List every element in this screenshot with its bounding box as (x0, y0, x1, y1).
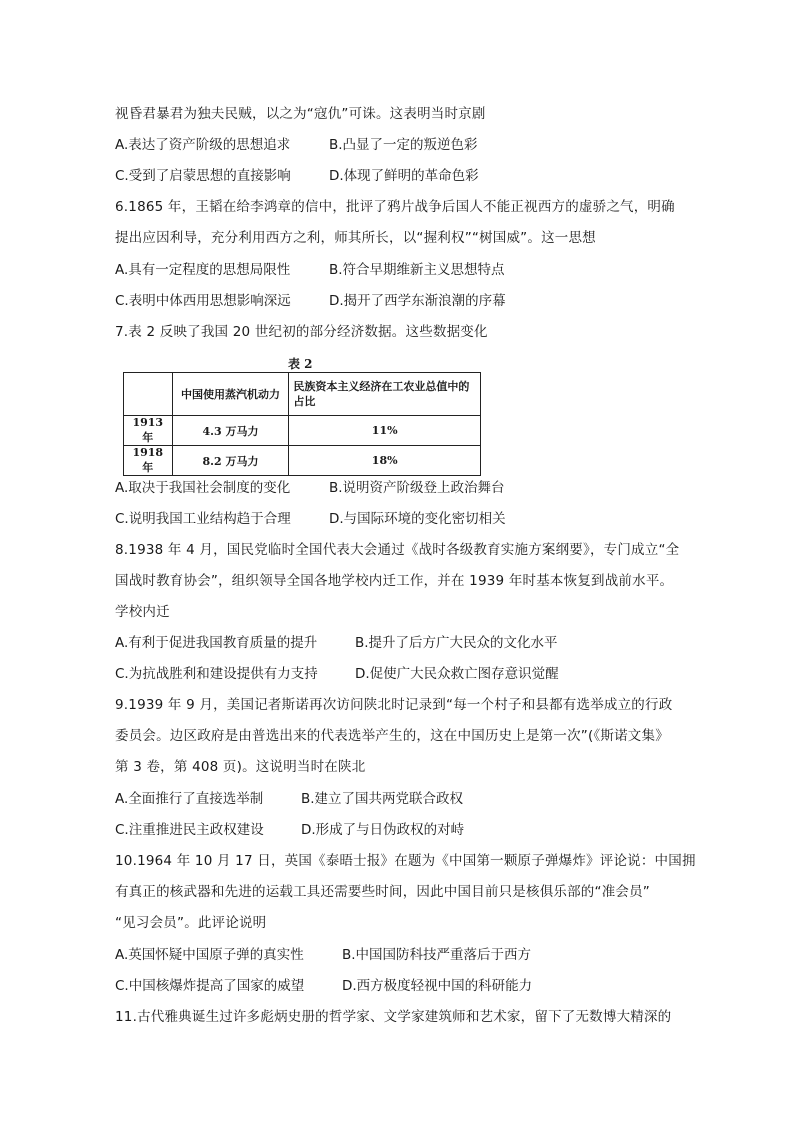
question-8-stem: 国战时教育协会”，组织领导全国各地学校内迁工作，并在 1939 年时基本恢复到战前水平。 (115, 573, 674, 589)
table-cell-share: 11% (289, 416, 481, 446)
question-9-options-row1 (115, 790, 463, 808)
question-8-stem: 8.1938 年 4 月，国民党临时全国代表大会通过《战时各级教育实施方案纲要》，专门成立“全 (115, 542, 680, 558)
table-header-cell: 中国使用蒸汽机动力 (172, 373, 289, 416)
question-5-options-row1 (115, 136, 478, 154)
option-a: A.表达了资产阶级的思想追求 (115, 137, 291, 153)
question-9-stem: 9.1939 年 9 月，美国记者斯诺再次访问陕北时记录到“每一个村子和县都有选举成立的行政 (115, 697, 673, 713)
table-cell-year: 1913 年 (124, 416, 173, 446)
question-9-options-row2 (115, 821, 464, 839)
question-6-stem: 提出应因利导，充分利用西方之利，师其所长，以“握利权”“树国威”。这一思想 (115, 230, 596, 246)
table-row (124, 446, 481, 476)
table-cell-power: 4.3 万马力 (172, 416, 289, 446)
question-8-options-row2 (115, 665, 559, 683)
option-a: A.全面推行了直接选举制 (115, 791, 264, 807)
option-b: B.中国国防科技严重落后于西方 (342, 947, 532, 963)
option-b: B.凸显了一定的叛逆色彩 (329, 137, 478, 153)
question-6-stem: 6.1865 年，王韬在给李鸿章的信中，批评了鸦片战争后国人不能正视西方的虚骄之气，明确 (115, 199, 675, 215)
table-header-cell (124, 373, 173, 416)
question-9-stem: 第 3 卷，第 408 页)。这说明当时在陕北 (115, 759, 366, 775)
table-cell-share: 18% (289, 446, 481, 476)
question-7-options-row2 (115, 510, 506, 528)
question-11-stem: 11.古代雅典诞生过许多彪炳史册的哲学家、文学家建筑师和艺术家，留下了无数博大精深的 (115, 1009, 672, 1025)
question-10-options-row2 (115, 977, 532, 995)
table-cell-year: 1918 年 (124, 446, 173, 476)
question-10-stem: “见习会员”。此评论说明 (115, 915, 267, 931)
option-c: C.受到了启蒙思想的直接影响 (115, 168, 291, 184)
table-row (124, 416, 481, 446)
question-10-stem: 10.1964 年 10 月 17 日，英国《泰晤士报》在题为《中国第一颗原子弹爆炸》评论说：中国拥 (115, 853, 696, 869)
question-6-options-row1 (115, 261, 505, 279)
question-7-options-row1 (115, 479, 505, 497)
table-header-cell: 民族资本主义经济在工农业总值中的占比 (289, 373, 481, 416)
option-d: D.促使广大民众救亡图存意识觉醒 (355, 666, 559, 682)
option-c: C.为抗战胜利和建设提供有力支持 (115, 666, 318, 682)
option-c: C.中国核爆炸提高了国家的威望 (115, 978, 305, 994)
question-5-options-row2 (115, 167, 479, 185)
option-a: A.英国怀疑中国原子弹的真实性 (115, 947, 304, 963)
option-d: D.与国际环境的变化密切相关 (329, 511, 506, 527)
option-a: A.具有一定程度的思想局限性 (115, 262, 291, 278)
option-b: B.说明资产阶级登上政治舞台 (329, 480, 505, 496)
option-b: B.符合早期维新主义思想特点 (329, 262, 505, 278)
option-d: D.形成了与日伪政权的对峙 (301, 822, 465, 838)
option-a: A.有利于促进我国教育质量的提升 (115, 635, 318, 651)
data-table (123, 372, 481, 476)
table-cell-power: 8.2 万马力 (172, 446, 289, 476)
question-10-stem: 有真正的核武器和先进的运载工具还需要些时间，因此中国目前只是核俱乐部的“准会员” (115, 884, 650, 900)
question-10-options-row1 (115, 946, 531, 964)
question-9-stem: 委员会。边区政府是由普选出来的代表选举产生的，这在中国历史上是第一次”(《斯诺文集》 (115, 728, 669, 744)
option-c: C.注重推进民主政权建设 (115, 822, 264, 838)
question-8-stem: 学校内迁 (115, 604, 170, 620)
table-title: 表 2 (288, 357, 313, 371)
option-c: C.表明中体西用思想影响深远 (115, 293, 291, 309)
option-d: D.体现了鲜明的革命色彩 (329, 168, 479, 184)
question-6-options-row2 (115, 292, 506, 310)
option-b: B.提升了后方广大民众的文化水平 (355, 635, 558, 651)
option-c: C.说明我国工业结构趋于合理 (115, 511, 291, 527)
question-8-options-row1 (115, 634, 558, 652)
option-a: A.取决于我国社会制度的变化 (115, 480, 291, 496)
option-d: D.揭开了西学东渐浪潮的序幕 (329, 293, 506, 309)
table-header-row (124, 373, 481, 416)
option-d: D.西方极度轻视中国的科研能力 (342, 978, 533, 994)
option-b: B.建立了国共两党联合政权 (301, 791, 464, 807)
question-5-stem-tail: 视昏君暴君为独夫民贼，以之为“寇仇”可诛。这表明当时京剧 (115, 106, 486, 122)
question-7-stem: 7.表 2 反映了我国 20 世纪初的部分经济数据。这些数据变化 (115, 324, 488, 340)
